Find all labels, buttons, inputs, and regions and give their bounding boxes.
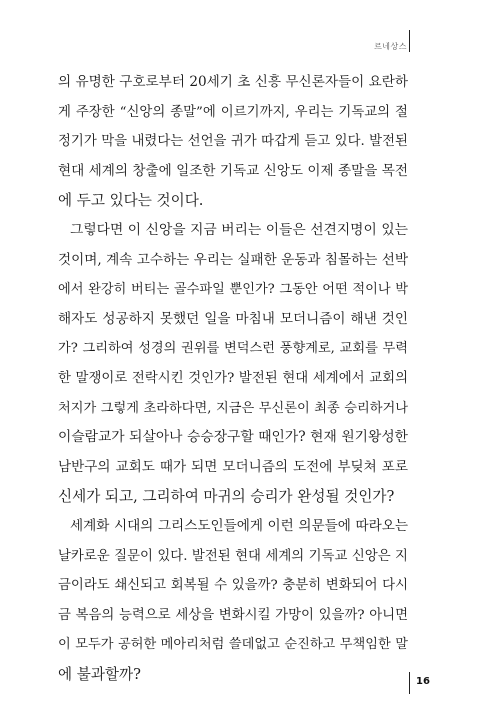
footer-divider xyxy=(409,672,410,694)
text-line: 한 말쟁이로 전락시킨 것인가? 발전된 현대 세계에서 교회의 xyxy=(58,370,408,386)
running-header: 르네상스 xyxy=(374,42,407,51)
text-line: 정기가 막을 내렸다는 선언을 귀가 따갑게 듣고 있다. 발전된 xyxy=(58,134,408,150)
body-text xyxy=(58,68,408,689)
text-line: 게 주장한 “신앙의 종말”에 이르기까지, 우리는 기독교의 절 xyxy=(58,104,408,120)
text-line: 에서 완강히 버티는 골수파일 뿐인가? 그동안 어떤 적이나 박 xyxy=(58,282,408,298)
header-divider xyxy=(409,30,410,52)
text-line: 이 모두가 공허한 메아리처럼 쓸데없고 순진하고 무책임한 말 xyxy=(58,637,408,653)
text-line: 신세가 되고, 그리하여 마귀의 승리가 완성될 것인가? xyxy=(58,488,395,506)
text-line: 것이며, 계속 고수하는 우리는 실패한 운동과 침몰하는 선박 xyxy=(58,251,408,268)
text-line: 에 불과할까? xyxy=(58,665,141,683)
text-line: 그렇다면 이 신앙을 지금 버리는 이들은 선견지명이 있는 xyxy=(70,221,408,238)
text-line: 금 복음의 능력으로 세상을 변화시킬 가망이 있을까? 아니면 xyxy=(58,607,408,623)
text-line: 가? 그리하여 성경의 권위를 변덕스런 풍향계로, 교회를 무력 xyxy=(58,341,408,357)
text-line: 세계화 시대의 그리스도인들에게 이런 의문들에 따라오는 xyxy=(70,517,408,534)
text-line: 이슬람교가 되살아나 승승장구할 때인가? 현재 원기왕성한 xyxy=(58,429,408,446)
text-line: 에 두고 있다는 것이다. xyxy=(58,192,204,210)
page-number: 16 xyxy=(416,676,430,687)
text-line: 금이라도 쇄신되고 회복될 수 있을까? 충분히 변화되어 다시 xyxy=(58,578,408,594)
text-line: 현대 세계의 창출에 일조한 기독교 신앙도 이제 종말을 목전 xyxy=(58,162,408,179)
text-line: 해자도 성공하지 못했던 일을 마침내 모더니즘이 해낸 것인 xyxy=(58,310,408,327)
text-line: 날카로운 질문이 있다. 발전된 현대 세계의 기독교 신앙은 지 xyxy=(58,548,408,564)
text-line: 의 유명한 구호로부터 20세기 초 신흥 무신론자들이 요란하 xyxy=(58,74,408,90)
text-line: 처지가 그렇게 초라하다면, 지금은 무신론이 최종 승리하거나 xyxy=(58,400,408,416)
text-line: 남반구의 교회도 때가 되면 모더니즘의 도전에 부딪쳐 포로 xyxy=(58,458,408,475)
